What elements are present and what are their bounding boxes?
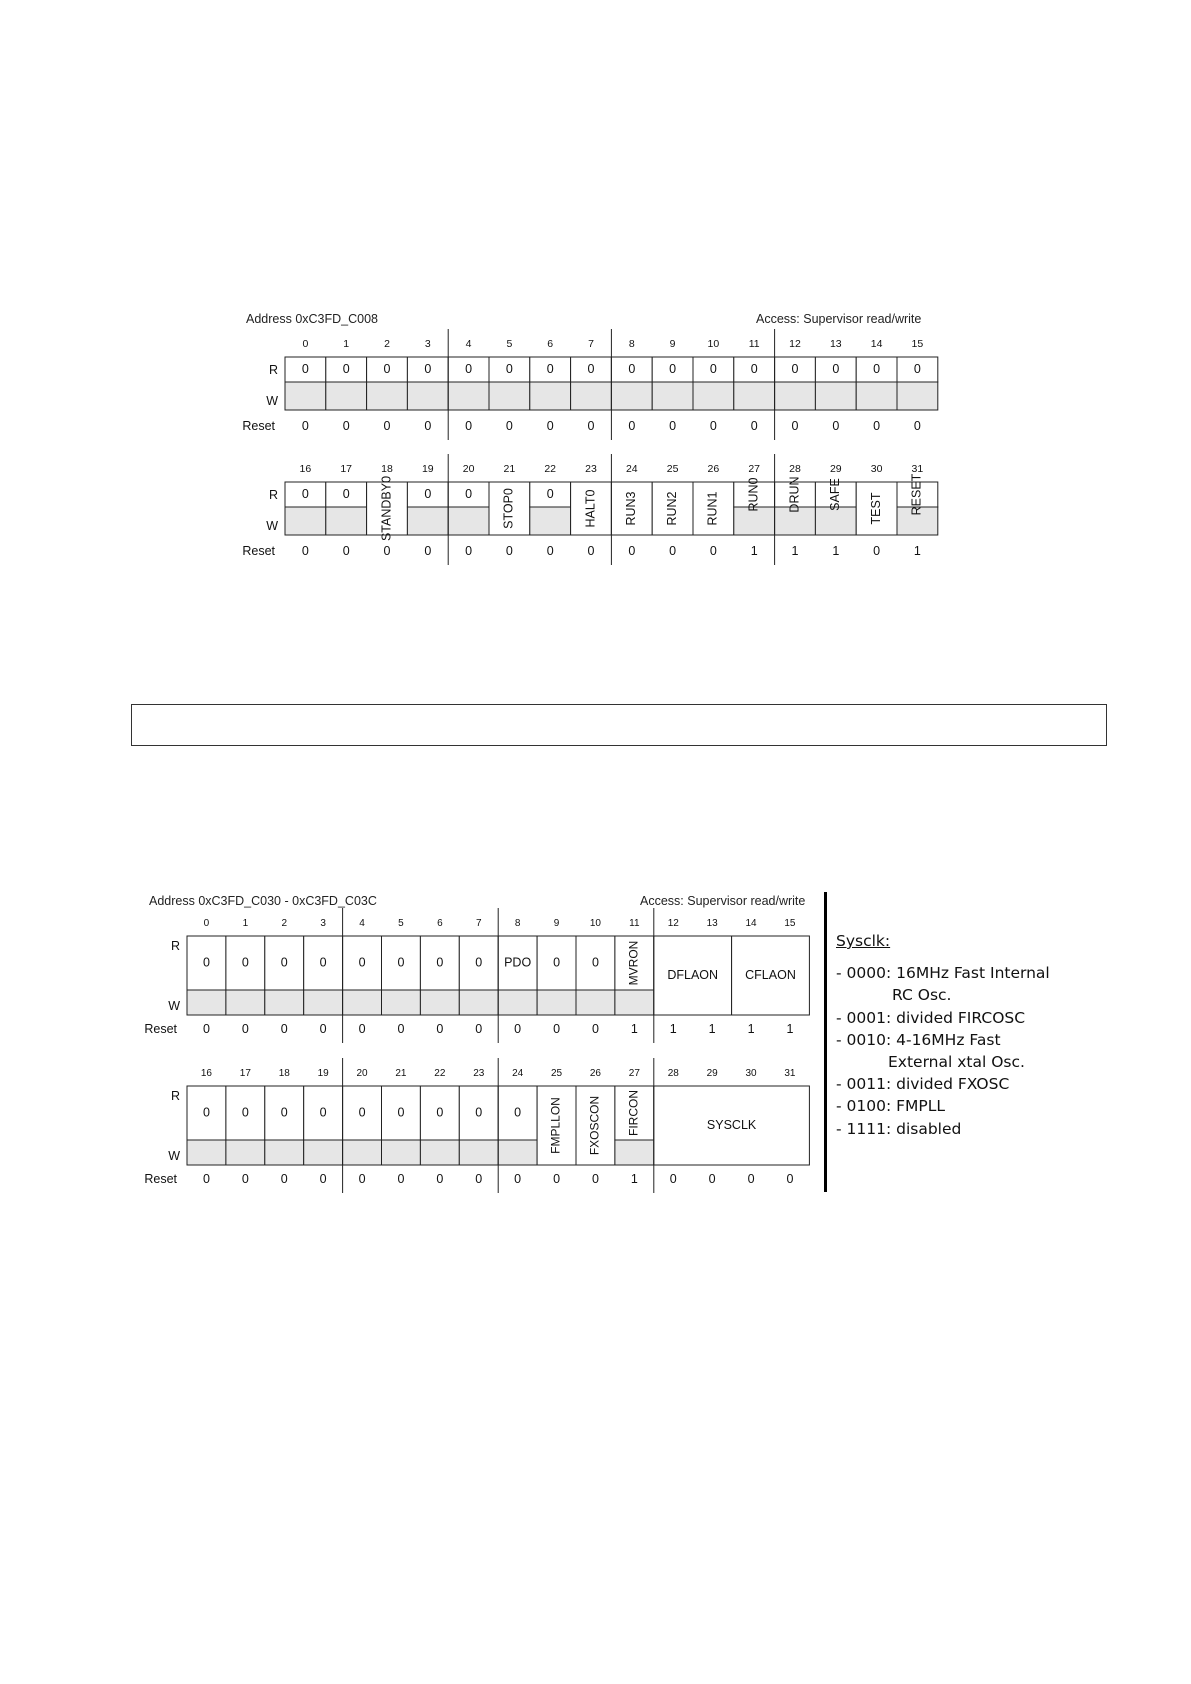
legend-title: Sysclk: — [836, 932, 891, 950]
reg2-w-cell — [537, 990, 576, 1015]
reg2-field-label: 0 — [591, 955, 599, 970]
legend-line-3: - 0010: 4-16MHz Fast — [836, 1030, 1001, 1049]
reg1-bit-number: 20 — [462, 463, 475, 475]
reg2-field-label: 0 — [475, 1105, 483, 1120]
reg2-field-label: 0 — [397, 955, 405, 970]
reg2-field-label: 0 — [436, 1105, 444, 1120]
reg2-w-cell — [265, 990, 304, 1015]
sysclk-legend — [836, 930, 1050, 1140]
reg2-reset-value: 0 — [397, 1022, 405, 1036]
legend-line-6: - 1111: disabled — [836, 1119, 962, 1138]
reg2-reset-value: 1 — [708, 1022, 716, 1036]
reg2-field-label: SYSCLK — [706, 1117, 757, 1132]
reg1-reset-value: 0 — [424, 544, 432, 558]
reg2-w-cell — [459, 1140, 498, 1165]
reg2-bit-number: 30 — [745, 1068, 757, 1079]
reg2-field-label: 0 — [397, 1105, 405, 1120]
reg1-reset-value: 0 — [832, 419, 840, 433]
reg1-reset-value: 0 — [301, 544, 309, 558]
reg2-reset-value: 0 — [553, 1172, 561, 1186]
reg1-row-label-r: R — [268, 363, 278, 377]
reg2-field-label: 0 — [319, 1105, 327, 1120]
reg1-reset-value: 1 — [832, 544, 840, 558]
reg2-w-cell — [420, 1140, 459, 1165]
reg1-field-label: 0 — [628, 361, 636, 376]
reg2-row-label-r: R — [170, 939, 180, 953]
reg2-reset-value: 0 — [280, 1022, 288, 1036]
reg1-field-label: 0 — [342, 361, 350, 376]
reg1-reset-value: 0 — [342, 419, 350, 433]
reg2-w-cell — [265, 1140, 304, 1165]
reg1-reset-value: 0 — [546, 544, 554, 558]
reg1-reset-value: 0 — [587, 544, 595, 558]
legend-line-1b: RC Osc. — [892, 986, 952, 1005]
register2-address: Address 0xC3FD_C030 - 0xC3FD_C03C — [149, 894, 377, 908]
reg1-reset-value: 0 — [913, 419, 921, 433]
register1-access: Access: Supervisor read/write — [756, 312, 922, 326]
reg1-bit-number: 9 — [669, 338, 676, 350]
reg2-w-cell — [382, 1140, 421, 1165]
reg1-field-label: 0 — [546, 486, 554, 501]
reg1-bit-number: 0 — [302, 338, 309, 350]
reg2-w-cell — [304, 990, 343, 1015]
reg2-reset-value: 0 — [475, 1022, 483, 1036]
reg2-w-cell — [420, 990, 459, 1015]
reg1-field-label: 0 — [873, 361, 881, 376]
reg1-reset-value: 0 — [465, 419, 473, 433]
reg2-field-label: FXOSCON — [587, 1095, 602, 1156]
reg2-bit-number: 20 — [356, 1068, 368, 1079]
reg1-reset-value: 0 — [709, 419, 717, 433]
reg1-bit-number: 10 — [707, 338, 720, 350]
reg2-row-label-r: R — [170, 1089, 180, 1103]
reg2-field-label: CFLAON — [745, 967, 796, 982]
reg2-bit-number: 7 — [475, 918, 482, 929]
reg2-w-cell — [615, 990, 654, 1015]
reg1-reset-value: 0 — [587, 419, 595, 433]
reg2-w-cell — [226, 990, 265, 1015]
reg2-bit-number: 9 — [553, 918, 560, 929]
reg2-field-label: FMPLLON — [548, 1097, 563, 1154]
reg2-reset-value: 0 — [202, 1022, 210, 1036]
reg2-row-label-reset: Reset — [144, 1172, 177, 1186]
reg1-row-label-reset: Reset — [242, 544, 275, 558]
reg1-reset-value: 0 — [669, 544, 677, 558]
reg1-bit-number: 16 — [299, 463, 312, 475]
reg2-bit-number: 18 — [278, 1068, 290, 1079]
reg1-field-label: 0 — [424, 486, 432, 501]
reg2-bit-number: 24 — [512, 1068, 524, 1079]
reg2-w-cell — [187, 1140, 226, 1165]
reg2-bit-number: 16 — [200, 1068, 213, 1079]
reg1-reset-value: 0 — [383, 544, 391, 558]
reg2-field-label: DFLAON — [667, 967, 719, 982]
reg2-field-label: MVRON — [626, 940, 641, 986]
reg1-bit-number: 29 — [829, 463, 842, 475]
reg2-field-label: 0 — [241, 955, 249, 970]
reg1-reset-value: 0 — [301, 419, 309, 433]
legend-line-1: - 0000: 16MHz Fast Internal — [836, 964, 1050, 983]
reg1-bit-number: 1 — [343, 338, 350, 350]
reg2-bit-number: 14 — [745, 918, 757, 929]
reg1-field-label: RUN0 — [746, 477, 761, 512]
reg2-w-cell — [304, 1140, 343, 1165]
reg1-field-label: 0 — [505, 361, 513, 376]
reg2-field-label: 0 — [280, 1105, 288, 1120]
reg1-bit-number: 28 — [789, 463, 801, 475]
reg2-reset-value: 0 — [202, 1172, 210, 1186]
reg2-field-label: 0 — [202, 1105, 210, 1120]
reg1-reset-value: 0 — [424, 419, 432, 433]
reg2-reset-value: 1 — [630, 1172, 638, 1186]
reg2-bit-number: 12 — [667, 918, 679, 929]
reg2-field-label: 0 — [241, 1105, 249, 1120]
reg1-field-label: 0 — [342, 486, 350, 501]
legend-line-4: - 0011: divided FXOSC — [836, 1075, 1010, 1094]
reg1-row-label-w: W — [266, 394, 278, 408]
reg1-reset-value: 0 — [791, 419, 799, 433]
reg2-reset-value: 0 — [591, 1022, 599, 1036]
reg1-bit-number: 8 — [628, 338, 635, 350]
reg1-bit-number: 6 — [547, 338, 554, 350]
reg1-bit-number: 11 — [748, 338, 760, 350]
reg2-bit-number: 1 — [242, 918, 249, 929]
reg2-bit-number: 19 — [317, 1068, 329, 1079]
reg1-bit-number: 18 — [381, 463, 393, 475]
reg2-reset-value: 1 — [747, 1022, 755, 1036]
reg2-bit-number: 22 — [434, 1068, 446, 1079]
reg2-w-cell — [187, 990, 226, 1015]
reg1-reset-value: 0 — [750, 419, 758, 433]
reg1-reset-value: 0 — [342, 544, 350, 558]
reg2-w-cell — [343, 1140, 382, 1165]
reg1-field-label: RESET — [909, 473, 924, 516]
reg1-field-label: 0 — [465, 361, 473, 376]
reg1-bit-number: 13 — [829, 338, 842, 350]
reg2-row-label-w: W — [168, 1149, 180, 1163]
reg1-bit-number: 14 — [870, 338, 883, 350]
reg2-row-label-reset: Reset — [144, 1022, 177, 1036]
reg1-field-label: 0 — [587, 361, 595, 376]
reg1-reset-value: 0 — [505, 419, 513, 433]
reg2-bit-number: 0 — [203, 918, 210, 929]
reg1-field-label: 0 — [301, 361, 309, 376]
reg2-bit-number: 8 — [514, 918, 521, 929]
legend-line-5: - 0100: FMPLL — [836, 1097, 946, 1116]
reg1-field-label: STANDBY0 — [379, 475, 394, 542]
reg1-reset-value: 1 — [750, 544, 758, 558]
reg2-bit-number: 28 — [667, 1068, 679, 1079]
reg1-bit-number: 27 — [748, 463, 761, 475]
reg2-reset-value: 0 — [319, 1172, 327, 1186]
reg1-field-label: DRUN — [787, 476, 802, 513]
reg2-reset-value: 1 — [630, 1022, 638, 1036]
reg1-field-label: TEST — [868, 492, 883, 525]
reg1-field-label: SAFE — [828, 478, 843, 511]
reg2-reset-value: 0 — [241, 1022, 249, 1036]
reg1-field-label: 0 — [913, 361, 921, 376]
reg2-field-label: 0 — [358, 1105, 366, 1120]
reg2-reset-value: 0 — [514, 1172, 522, 1186]
reg2-reset-value: 0 — [514, 1022, 522, 1036]
reg2-reset-value: 1 — [786, 1022, 794, 1036]
reg1-bit-number: 12 — [789, 338, 801, 350]
reg2-field-label: 0 — [436, 955, 444, 970]
reg2-bit-number: 4 — [359, 918, 365, 929]
reg1-reset-value: 0 — [628, 419, 636, 433]
reg1-reset-value: 0 — [465, 544, 473, 558]
reg1-row-label-reset: Reset — [242, 419, 275, 433]
reg2-field-label: 0 — [319, 955, 327, 970]
reg1-field-label: 0 — [424, 361, 432, 376]
reg1-reset-value: 0 — [873, 544, 881, 558]
reg1-field-label: RUN1 — [705, 491, 720, 526]
reg2-bit-number: 2 — [281, 918, 288, 929]
reg2-row-label-w: W — [168, 999, 180, 1013]
reg1-bit-number: 21 — [503, 463, 516, 475]
reg1-bit-number: 19 — [421, 463, 434, 475]
reg1-bit-number: 25 — [666, 463, 679, 475]
reg1-bit-number: 23 — [585, 463, 597, 475]
reg1-field-label: STOP0 — [501, 488, 516, 529]
reg2-reset-value: 0 — [436, 1172, 444, 1186]
legend-line-3b: External xtal Osc. — [888, 1053, 1025, 1072]
reg1-bit-number: 24 — [625, 463, 638, 475]
register1-address: Address 0xC3FD_C008 — [246, 312, 379, 326]
reg1-field-label: 0 — [832, 361, 840, 376]
reg1-field-label: 0 — [669, 361, 677, 376]
reg2-bit-number: 26 — [589, 1068, 602, 1079]
reg1-field-label: 0 — [791, 361, 799, 376]
reg1-field-label: 0 — [709, 361, 717, 376]
reg1-bit-number: 15 — [911, 338, 924, 350]
reg2-w-cell — [459, 990, 498, 1015]
reg2-field-label: 0 — [202, 955, 210, 970]
reg2-reset-value: 0 — [358, 1172, 366, 1186]
reg1-bit-number: 17 — [340, 463, 353, 475]
reg2-w-cell — [498, 990, 537, 1015]
reg1-reset-value: 0 — [383, 419, 391, 433]
reg2-bit-number: 11 — [629, 918, 640, 929]
reg2-field-label: 0 — [514, 1105, 522, 1120]
reg2-bit-number: 10 — [589, 918, 602, 929]
reg2-reset-value: 0 — [397, 1172, 405, 1186]
reg2-field-label: 0 — [280, 955, 288, 970]
reg2-bit-number: 17 — [239, 1068, 251, 1079]
reg2-reset-value: 0 — [436, 1022, 444, 1036]
reg2-bit-number: 5 — [398, 918, 404, 929]
reg2-bit-number: 15 — [784, 918, 796, 929]
reg2-w-cell — [382, 990, 421, 1015]
reg1-bit-number: 30 — [870, 463, 883, 475]
reg1-bit-number: 3 — [424, 338, 431, 350]
reg1-reset-value: 0 — [709, 544, 717, 558]
reg2-field-label: PDO — [504, 955, 532, 970]
reg1-field-label: 0 — [301, 486, 309, 501]
reg1-bit-number: 26 — [707, 463, 720, 475]
reg1-bit-number: 31 — [911, 463, 924, 475]
reg2-reset-value: 0 — [241, 1172, 249, 1186]
reg2-reset-value: 0 — [280, 1172, 288, 1186]
reg2-w-cell — [343, 990, 382, 1015]
reg2-reset-value: 0 — [475, 1172, 483, 1186]
legend-divider — [824, 892, 827, 1192]
reg2-field-label: FIRCON — [626, 1090, 641, 1136]
reg2-bit-number: 21 — [395, 1068, 407, 1079]
reg2-reset-value: 0 — [591, 1172, 599, 1186]
reg2-field-label: 0 — [553, 955, 561, 970]
reg1-field-label: RUN3 — [624, 491, 639, 526]
reg2-reset-value: 0 — [669, 1172, 677, 1186]
reg2-w-cell — [576, 990, 615, 1015]
reg1-reset-value: 0 — [873, 419, 881, 433]
reg2-reset-value: 0 — [708, 1172, 716, 1186]
reg1-bit-number: 7 — [588, 338, 594, 350]
register2-access: Access: Supervisor read/write — [640, 894, 806, 908]
reg2-reset-value: 0 — [319, 1022, 327, 1036]
reg2-reset-value: 0 — [358, 1022, 366, 1036]
reg2-bit-number: 31 — [784, 1068, 796, 1079]
reg2-bit-number: 23 — [473, 1068, 485, 1079]
reg1-reset-value: 0 — [546, 419, 554, 433]
reg1-reset-value: 0 — [669, 419, 677, 433]
reg1-reset-value: 0 — [628, 544, 636, 558]
reg1-bit-number: 2 — [384, 338, 390, 350]
reg2-w-cell — [498, 1140, 537, 1165]
reg1-row-label-w: W — [266, 519, 278, 533]
reg1-bit-number: 4 — [465, 338, 472, 350]
reg2-field-label: 0 — [475, 955, 483, 970]
reg1-field-label: RUN2 — [664, 491, 679, 526]
reg2-reset-value: 0 — [553, 1022, 561, 1036]
reg2-w-cell — [226, 1140, 265, 1165]
reg2-bit-number: 6 — [437, 918, 443, 929]
reg1-field-label: 0 — [546, 361, 554, 376]
reg2-bit-number: 3 — [320, 918, 326, 929]
reg1-reset-value: 0 — [505, 544, 513, 558]
reg2-field-label: 0 — [358, 955, 366, 970]
reg2-reset-value: 1 — [669, 1022, 677, 1036]
legend-line-2: - 0001: divided FIRCOSC — [836, 1008, 1026, 1027]
reg1-reset-value: 1 — [913, 544, 921, 558]
reg2-w-cell — [615, 1140, 654, 1165]
reg2-bit-number: 29 — [706, 1068, 718, 1079]
reg1-row-label-r: R — [268, 488, 278, 502]
reg1-reset-value: 1 — [791, 544, 799, 558]
reg2-reset-value: 0 — [747, 1172, 755, 1186]
reg2-bit-number: 27 — [628, 1068, 640, 1079]
reg1-field-label: 0 — [750, 361, 758, 376]
reg2-bit-number: 25 — [550, 1068, 563, 1079]
reg1-bit-number: 5 — [506, 338, 513, 350]
reg1-field-label: HALT0 — [583, 489, 598, 528]
reg1-bit-number: 22 — [544, 463, 557, 475]
reg2-bit-number: 13 — [706, 918, 718, 929]
reg1-field-label: 0 — [465, 486, 473, 501]
reg2-reset-value: 0 — [786, 1172, 794, 1186]
reg1-field-label: 0 — [383, 361, 391, 376]
